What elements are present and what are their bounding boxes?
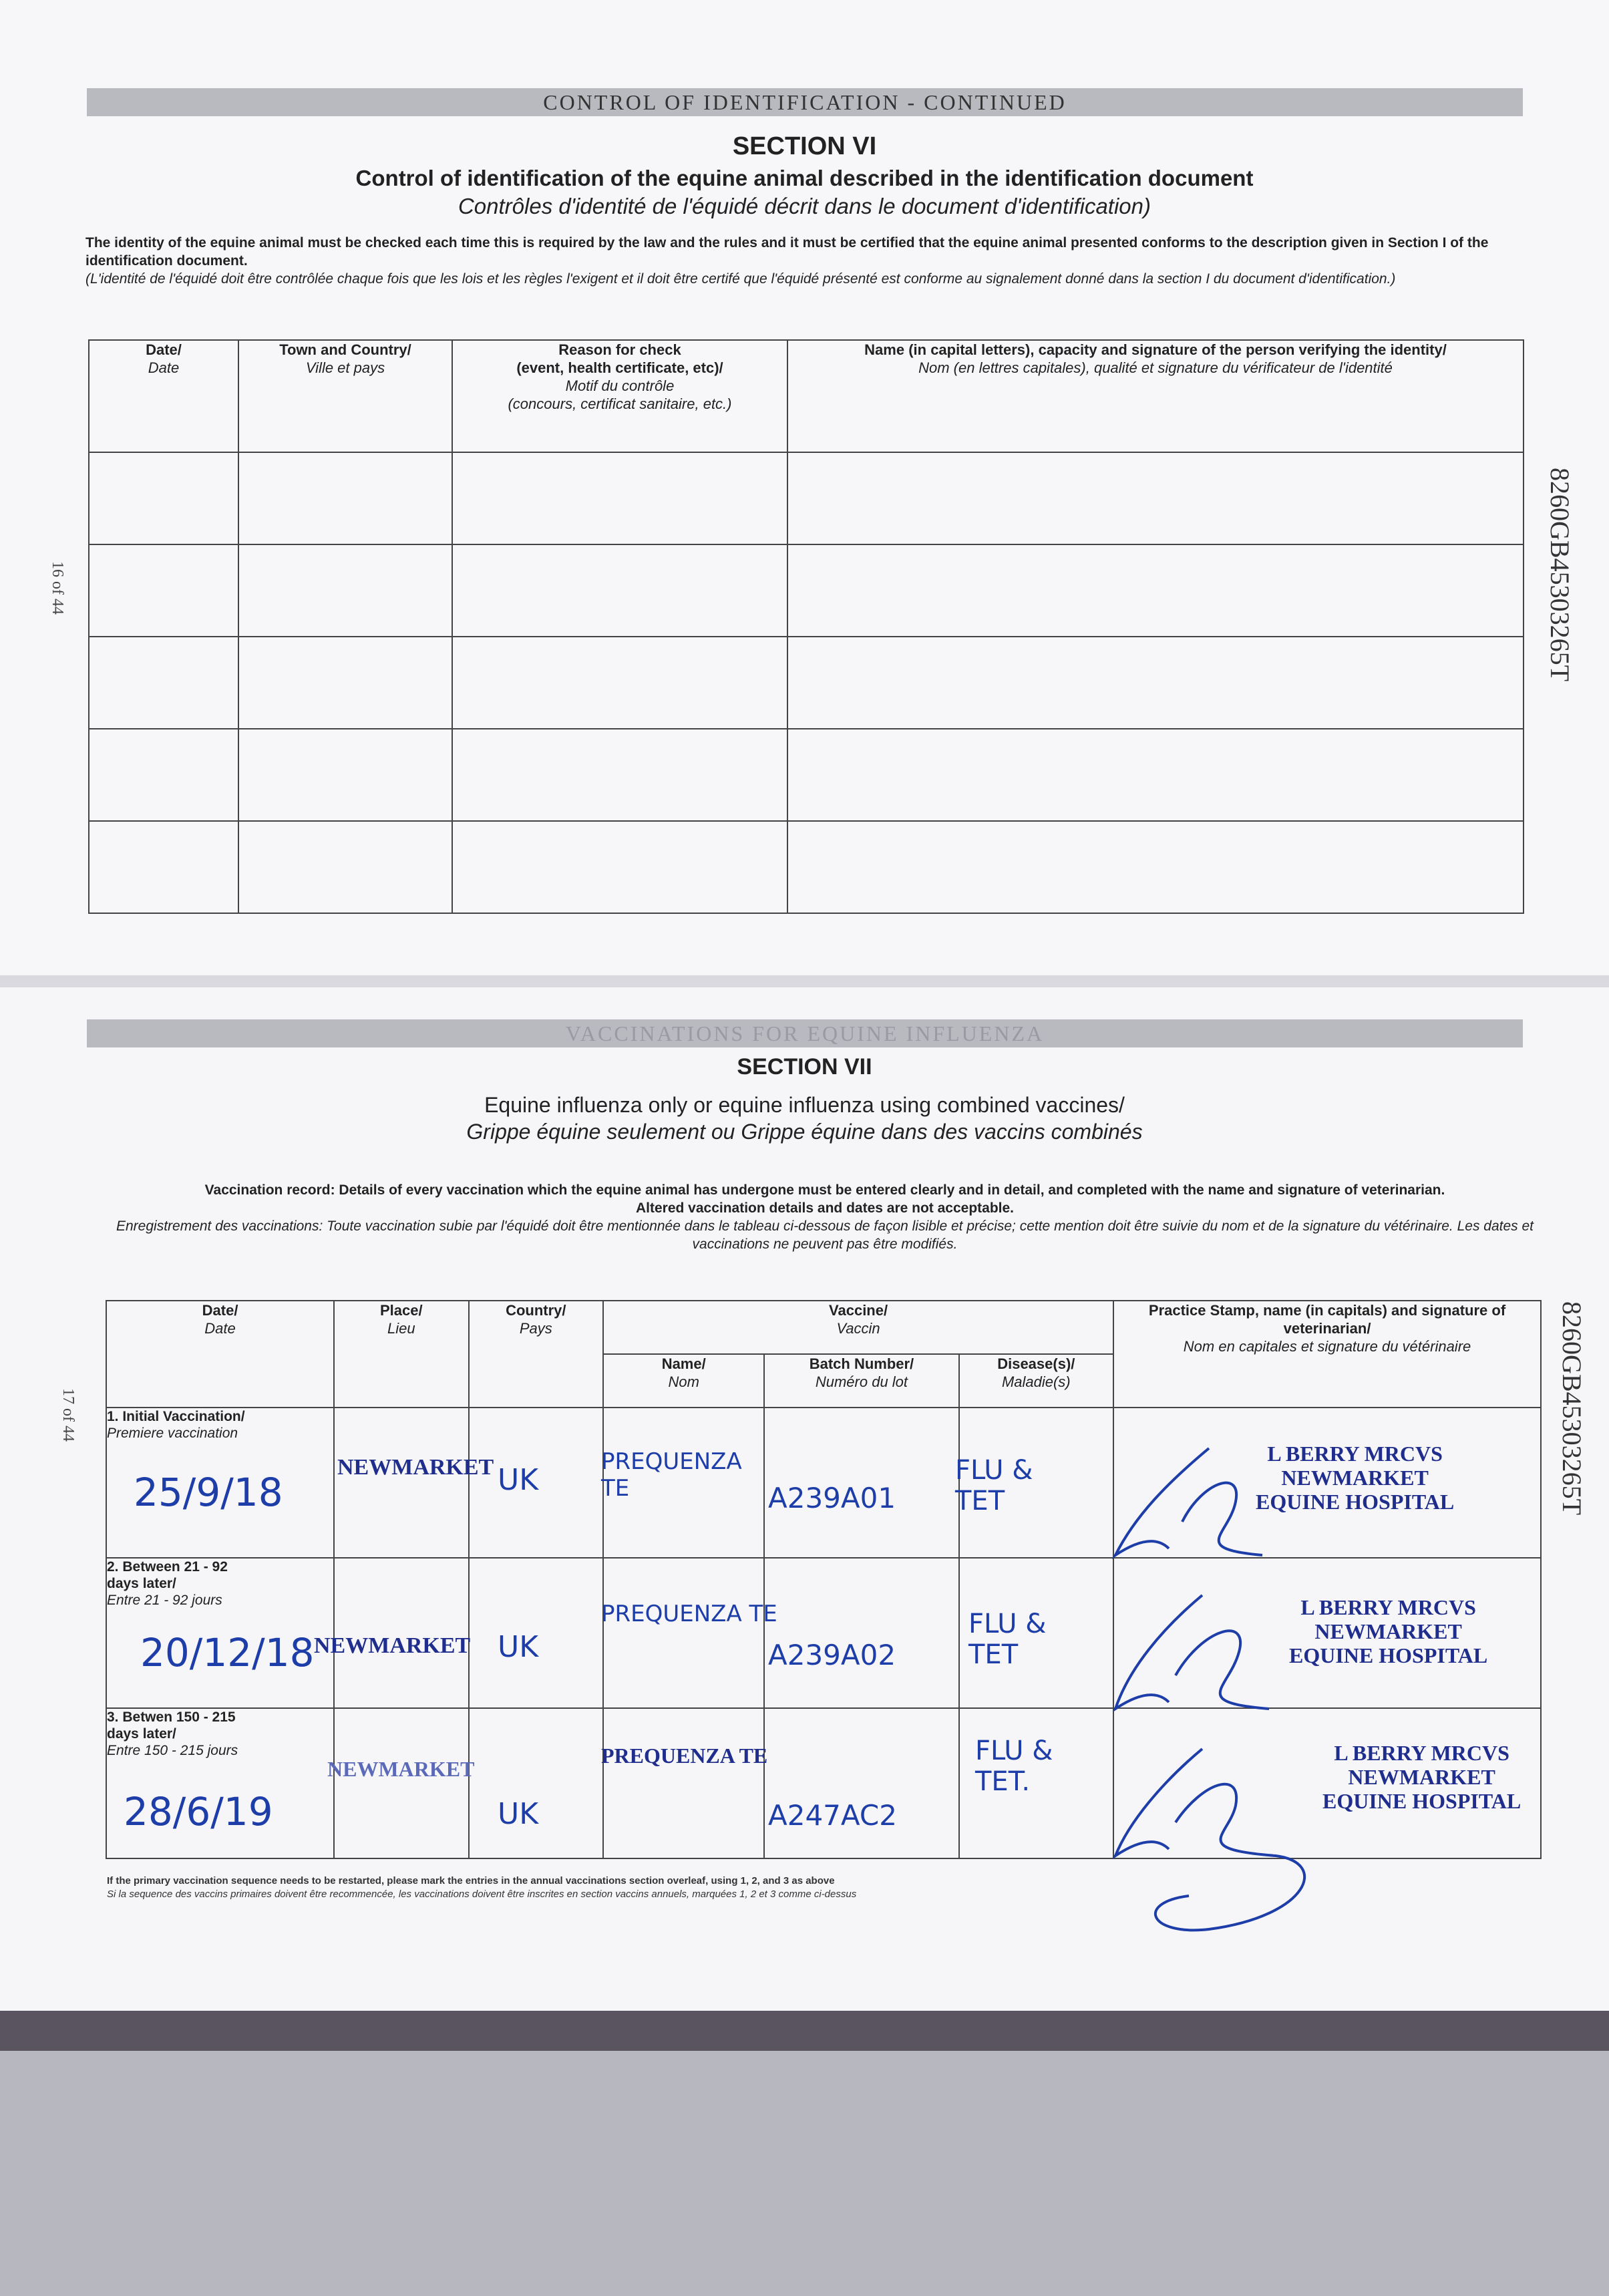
scan-background — [0, 2051, 1609, 2296]
entry-country: UK — [498, 1630, 539, 1664]
row-label: 3. Betwen 150 - 215 days later/ Entre 150 - 215 jours — [106, 1708, 334, 1858]
col-vaccine: Vaccine/ Vaccin — [603, 1301, 1113, 1354]
entry-vaccine: PREQUENZA TE — [601, 1601, 777, 1627]
col-verifier: Name (in capital letters), capacity and signature of the person verifying the identity/ Nom (en lettres capitales), qualité et signature du vérificateur de l'identité — [787, 340, 1524, 452]
section-7-title: SECTION VII — [737, 1054, 872, 1080]
entry-place-stamp: NEWMARKET — [327, 1757, 475, 1781]
footer-note: If the primary vaccination sequence needs to be restarted, please mark the entries in the annual vaccinations section overleaf, using 1, 2, and 3 as above Si la sequence des vaccins primaires doivent être recommencée, les vaccinations doivent être inscrites en section vaccins annuels, marquées 1, 2 et 3 comme ci-dessus — [107, 1875, 857, 1900]
col-country: Country/ Pays — [469, 1301, 604, 1408]
col-batch-number: Batch Number/ Numéro du lot — [764, 1354, 958, 1408]
col-diseases: Disease(s)/ Maladie(s) — [959, 1354, 1114, 1408]
section-6-heading-en: Control of identification of the equine animal described in the identification document — [355, 166, 1254, 190]
entry-batch: A239A01 — [768, 1482, 896, 1514]
note-en-2: Altered vaccination details and dates are not acceptable. — [635, 1200, 1015, 1216]
table-row — [89, 821, 1524, 913]
col-practice-stamp: Practice Stamp, name (in capitals) and signature of veterinarian/ Nom en capitales et signature du vétérinaire — [1113, 1301, 1541, 1408]
entry-disease: FLU & TET. — [975, 1736, 1053, 1797]
passport-id-number: 8260GB45303265T — [1557, 1301, 1587, 1515]
page-number: 16 of 44 — [49, 561, 66, 615]
entry-country: UK — [498, 1463, 539, 1497]
page-number: 17 of 44 — [59, 1388, 77, 1442]
table-row — [89, 452, 1524, 544]
vet-signature — [1109, 1442, 1282, 1575]
table-row — [89, 544, 1524, 637]
col-vaccine-name: Name/ Nom — [603, 1354, 764, 1408]
note-fr: (L'identité de l'équidé doit être contrôlée chaque fois que les lois et les règles l'exigent et il doit être certifé que l'équidé présenté est conforme au signalement donné dans la section I du document d'identification.) — [85, 271, 1396, 287]
vet-stamp: L BERRY MRCVS NEWMARKET EQUINE HOSPITAL — [1289, 1595, 1488, 1667]
vet-stamp: L BERRY MRCVS NEWMARKET EQUINE HOSPITAL — [1256, 1442, 1455, 1514]
entry-place-stamp: NEWMARKET — [314, 1633, 471, 1658]
entry-disease: FLU & TET — [968, 1609, 1047, 1670]
section-7-note — [107, 1181, 1543, 1253]
booklet-edge — [0, 2011, 1609, 2051]
vet-signature — [1109, 1742, 1376, 1956]
col-reason: Reason for check (event, health certificate, etc)/ Motif du contrôle (concours, certificat sanitaire, etc.) — [452, 340, 787, 452]
col-date: Date/ Date — [89, 340, 238, 452]
note-en: Vaccination record: Details of every vaccination which the equine animal has undergone must be entered clearly and in detail, and completed with the name and signature of veterinarian. — [204, 1182, 1445, 1198]
table-row — [89, 637, 1524, 729]
vet-stamp: L BERRY MRCVS NEWMARKET EQUINE HOSPITAL — [1322, 1741, 1522, 1813]
section-6-title: SECTION VI — [732, 132, 877, 160]
entry-batch: A247AC2 — [768, 1799, 897, 1832]
section-band-title: VACCINATIONS FOR EQUINE INFLUENZA — [87, 1019, 1523, 1047]
entry-place-stamp: NEWMARKET — [337, 1455, 494, 1480]
section-7-heading-fr: Grippe équine seulement ou Grippe équine dans des vaccins combinés — [466, 1120, 1143, 1144]
identity-check-table — [88, 339, 1524, 914]
note-fr: Enregistrement des vaccinations: Toute vaccination subie par l'équidé doit être mentionnée dans le tableau ci-dessous de façon lisible et précise; cette mention doit être suivie du nom et de la signature du vétérinaire. Les dates et vaccinations ne peuvent pas être modifiés. — [116, 1218, 1534, 1252]
entry-disease: FLU & TET — [955, 1455, 1033, 1516]
entry-date: 25/9/18 — [134, 1470, 283, 1515]
table-row — [89, 729, 1524, 821]
page-16 — [0, 0, 1609, 977]
page-17 — [0, 987, 1609, 2029]
row-label: 2. Between 21 - 92 days later/ Entre 21 - 92 jours — [106, 1558, 334, 1708]
entry-vaccine-stamp: PREQUENZA TE — [601, 1744, 768, 1768]
section-6-note — [85, 234, 1501, 288]
row-label: 1. Initial Vaccination/ Premiere vaccination — [106, 1408, 334, 1558]
entry-date: 28/6/19 — [124, 1789, 273, 1834]
entry-batch: A239A02 — [768, 1639, 896, 1671]
section-6-heading-fr: Contrôles d'identité de l'équidé décrit dans le document d'identification) — [458, 194, 1151, 218]
section-7-heading-en: Equine influenza only or equine influenza using combined vaccines/ — [484, 1093, 1125, 1117]
page-spine — [0, 975, 1609, 987]
col-date: Date/ Date — [106, 1301, 334, 1408]
section-band-title: CONTROL OF IDENTIFICATION - CONTINUED — [87, 88, 1523, 116]
col-town-country: Town and Country/ Ville et pays — [238, 340, 452, 452]
entry-country: UK — [498, 1797, 539, 1831]
passport-id-number: 8260GB45303265T — [1545, 468, 1575, 681]
col-place: Place/ Lieu — [334, 1301, 468, 1408]
entry-vaccine: PREQUENZA TE — [601, 1448, 742, 1502]
entry-date: 20/12/18 — [140, 1630, 315, 1675]
note-en: The identity of the equine animal must be checked each time this is required by the law and the rules and it must be certified that the equine animal presented conforms to the description given in Section I of the identification document. — [85, 235, 1489, 269]
vet-signature — [1109, 1589, 1282, 1729]
